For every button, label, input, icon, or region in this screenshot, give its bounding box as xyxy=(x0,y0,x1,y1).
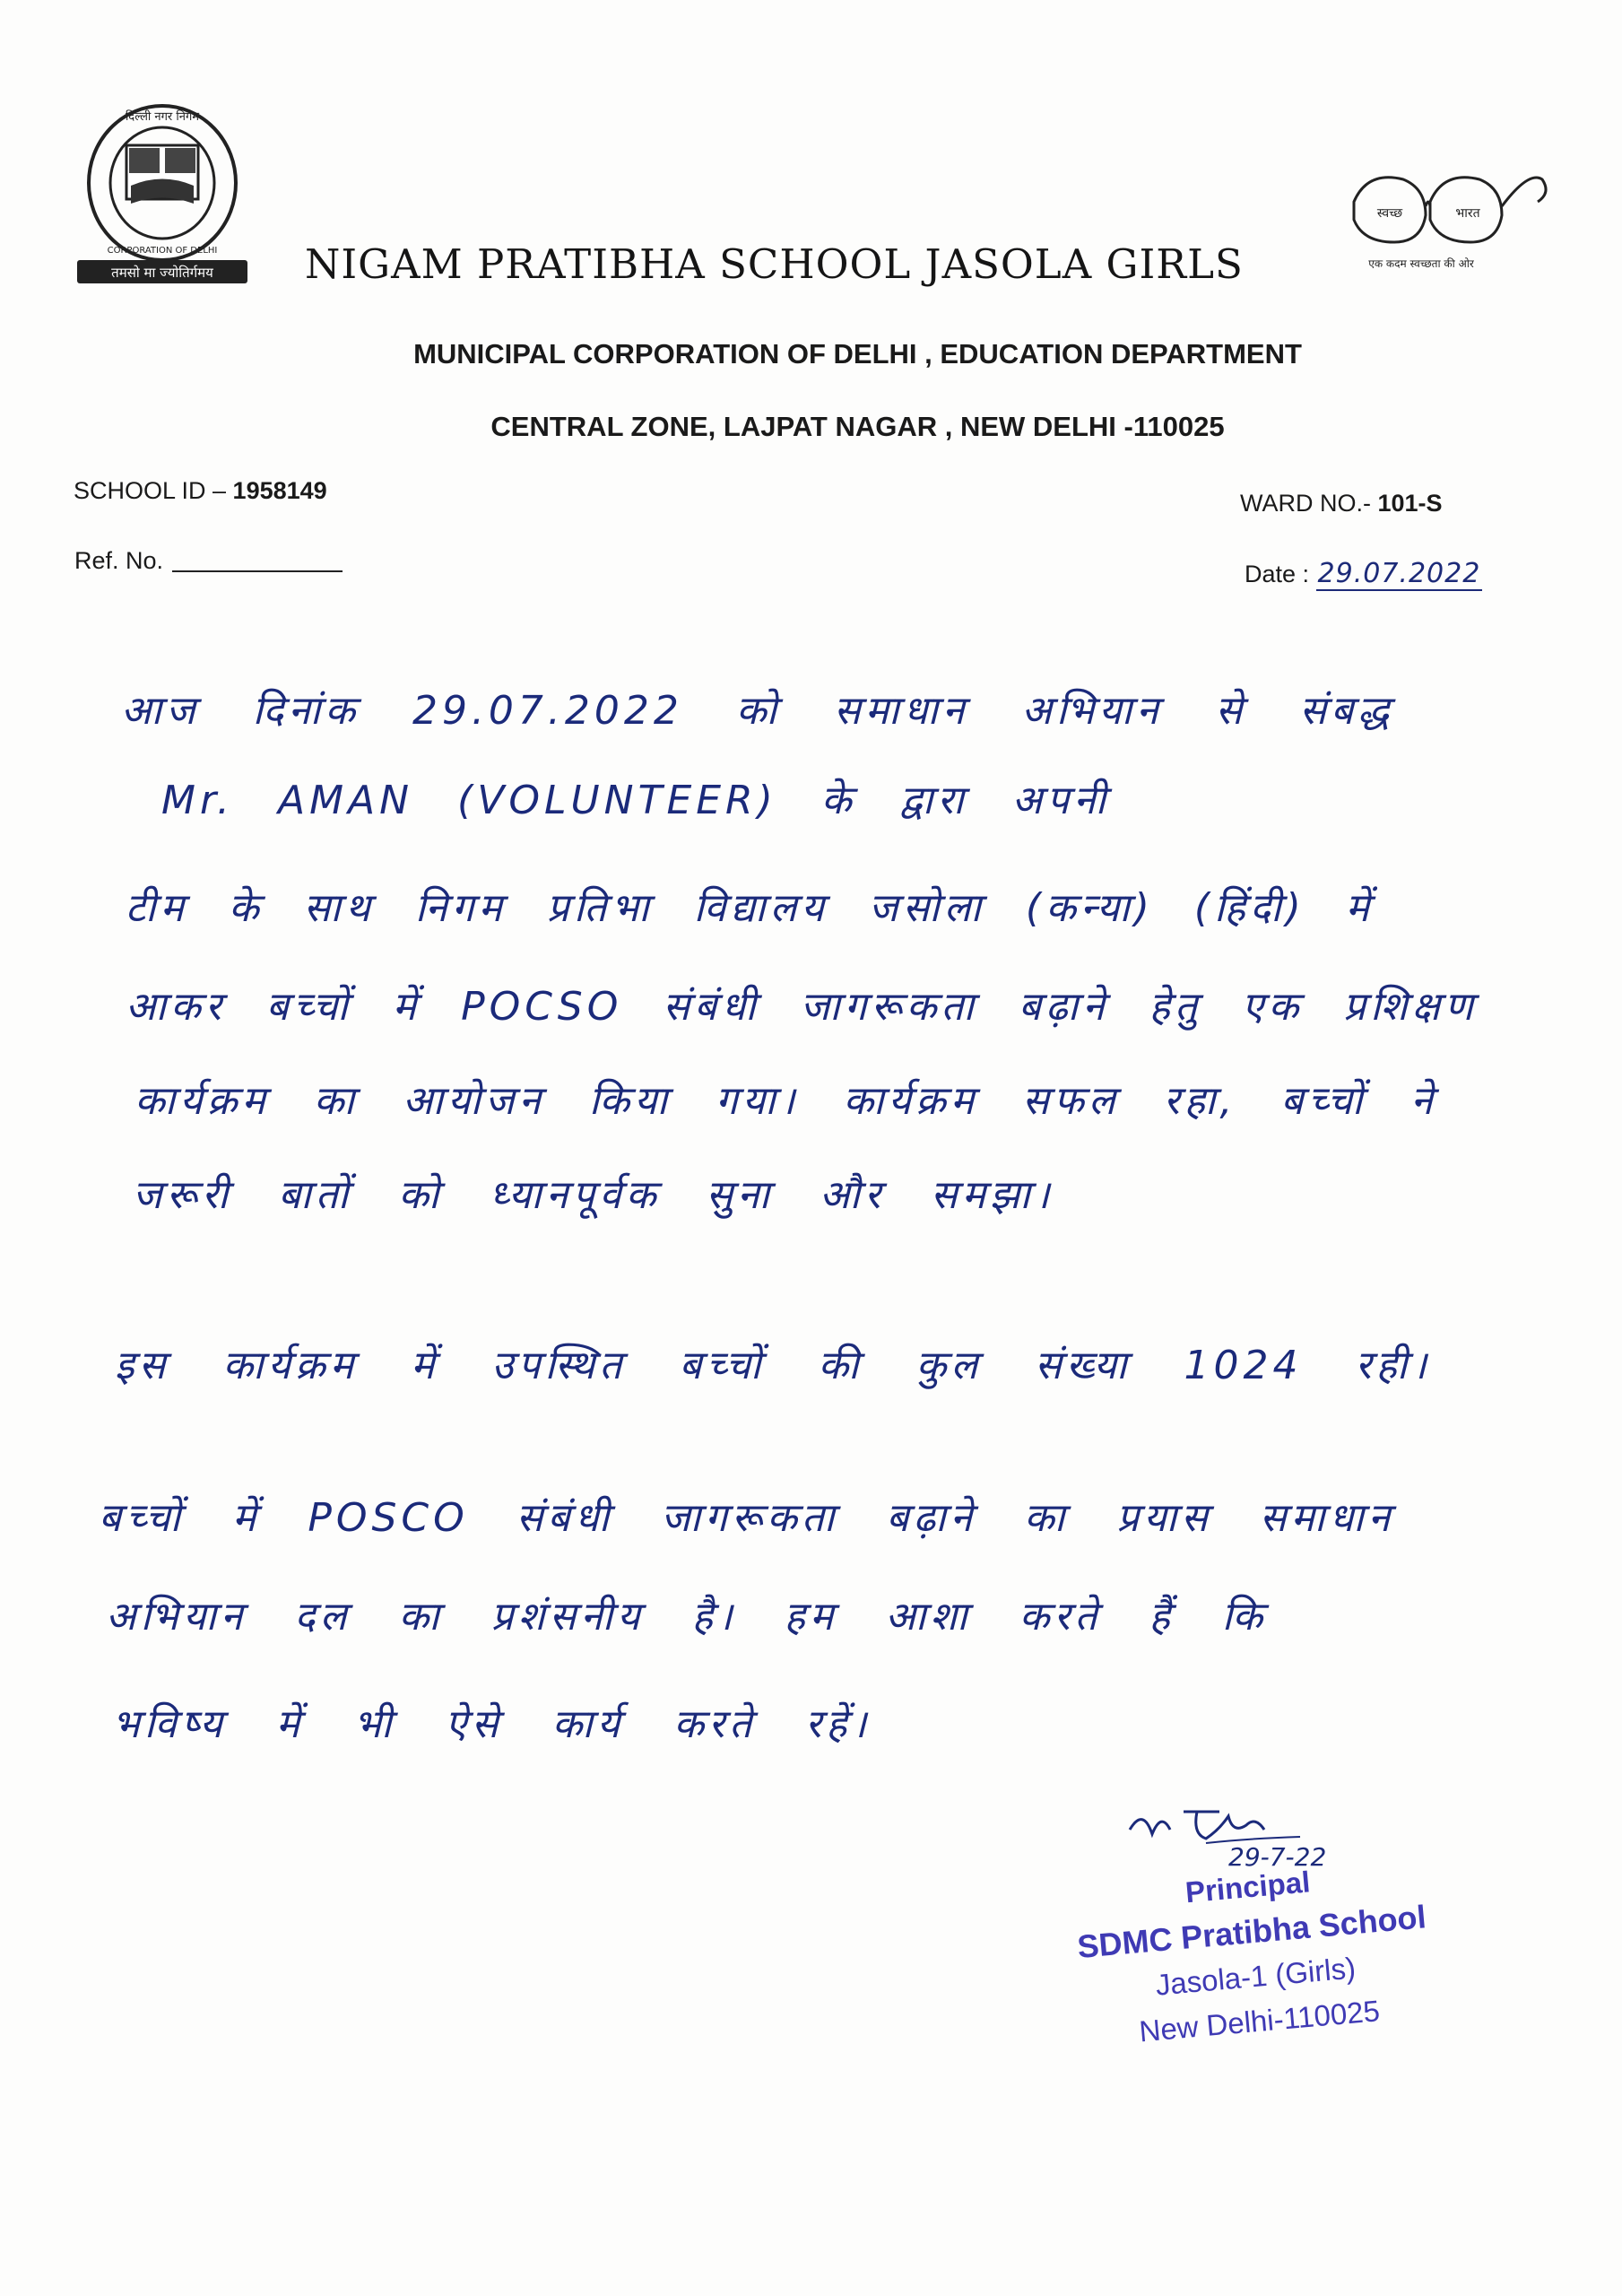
letter-date xyxy=(1245,558,1482,589)
svg-text:दिल्ली नगर निगम: दिल्ली नगर निगम xyxy=(125,110,200,124)
body-line: जरूरी बातों को ध्यानपूर्वक सुना और समझा। xyxy=(133,1172,1054,1218)
stamp-title: Principal xyxy=(1184,1865,1312,1909)
signature-date: 29-7-22 xyxy=(1228,1842,1327,1872)
svg-text:भारत: भारत xyxy=(1455,206,1480,221)
svg-text:स्वच्छ: स्वच्छ xyxy=(1376,206,1403,221)
stamp-branch: Jasola-1 (Girls) xyxy=(1154,1951,1357,2002)
date-label: Date : xyxy=(1245,561,1316,587)
body-line: आज दिनांक 29.07.2022 को समाधान अभियान से संबद्ध xyxy=(121,688,1394,734)
ref-label: Ref. No. xyxy=(74,547,164,574)
date-value: 29.07.2022 xyxy=(1317,558,1481,589)
svg-text:एक कदम स्वच्छता की ओर: एक कदम स्वच्छता की ओर xyxy=(1368,257,1474,270)
body-line: बच्चों में POSCO संबंधी जागरूकता बढ़ाने का प्रयास समाधान xyxy=(99,1495,1395,1541)
department-line: MUNICIPAL CORPORATION OF DELHI , EDUCATION DEPARTMENT xyxy=(413,338,1302,370)
stamp-city: New Delhi-110025 xyxy=(1138,1994,1382,2048)
school-id-label: SCHOOL ID – xyxy=(74,477,233,504)
school-id xyxy=(74,477,327,505)
school-name: NIGAM PRATIBHA SCHOOL JASOLA GIRLS xyxy=(305,240,1244,288)
reference-number xyxy=(74,547,343,575)
mcd-emblem-logo xyxy=(77,100,247,284)
ward-number xyxy=(1240,490,1443,517)
body-line: टीम के साथ निगम प्रतिभा विद्यालय जसोला (कन्या) (हिंदी) में xyxy=(126,885,1375,931)
emblem-ring-text: CORPORATION OF DELHI xyxy=(107,246,218,256)
swachh-bharat-logo xyxy=(1340,152,1551,278)
body-line: Mr. AMAN (VOLUNTEER) के द्वारा अपनी xyxy=(161,778,1111,823)
body-line: अभियान दल का प्रशंसनीय है। हम आशा करते हैं कि xyxy=(106,1594,1267,1639)
principal-stamp xyxy=(1041,1852,1470,2093)
body-line: भविष्य में भी ऐसे कार्य करते रहें। xyxy=(112,1701,872,1747)
ref-blank-line xyxy=(172,570,343,572)
school-id-value: 1958149 xyxy=(232,477,327,504)
address-line: CENTRAL ZONE, LAJPAT NAGAR , NEW DELHI -110025 xyxy=(490,411,1225,442)
ward-label: WARD NO.- xyxy=(1240,490,1378,517)
ward-value: 101-S xyxy=(1377,490,1443,517)
stamp-school: SDMC Pratibha School xyxy=(1075,1898,1428,1966)
svg-text:तमसो मा ज्योतिर्गमय: तमसो मा ज्योतिर्गमय xyxy=(111,265,213,281)
body-line: कार्यक्रम का आयोजन किया गया। कार्यक्रम सफल रहा, बच्चों ने xyxy=(134,1078,1437,1124)
body-line: आकर बच्चों में POCSO संबंधी जागरूकता बढ़ाने हेतु एक प्रशिक्षण xyxy=(126,984,1478,1030)
body-line: इस कार्यक्रम में उपस्थित बच्चों की कुल संख्या 1024 रही। xyxy=(115,1343,1431,1388)
